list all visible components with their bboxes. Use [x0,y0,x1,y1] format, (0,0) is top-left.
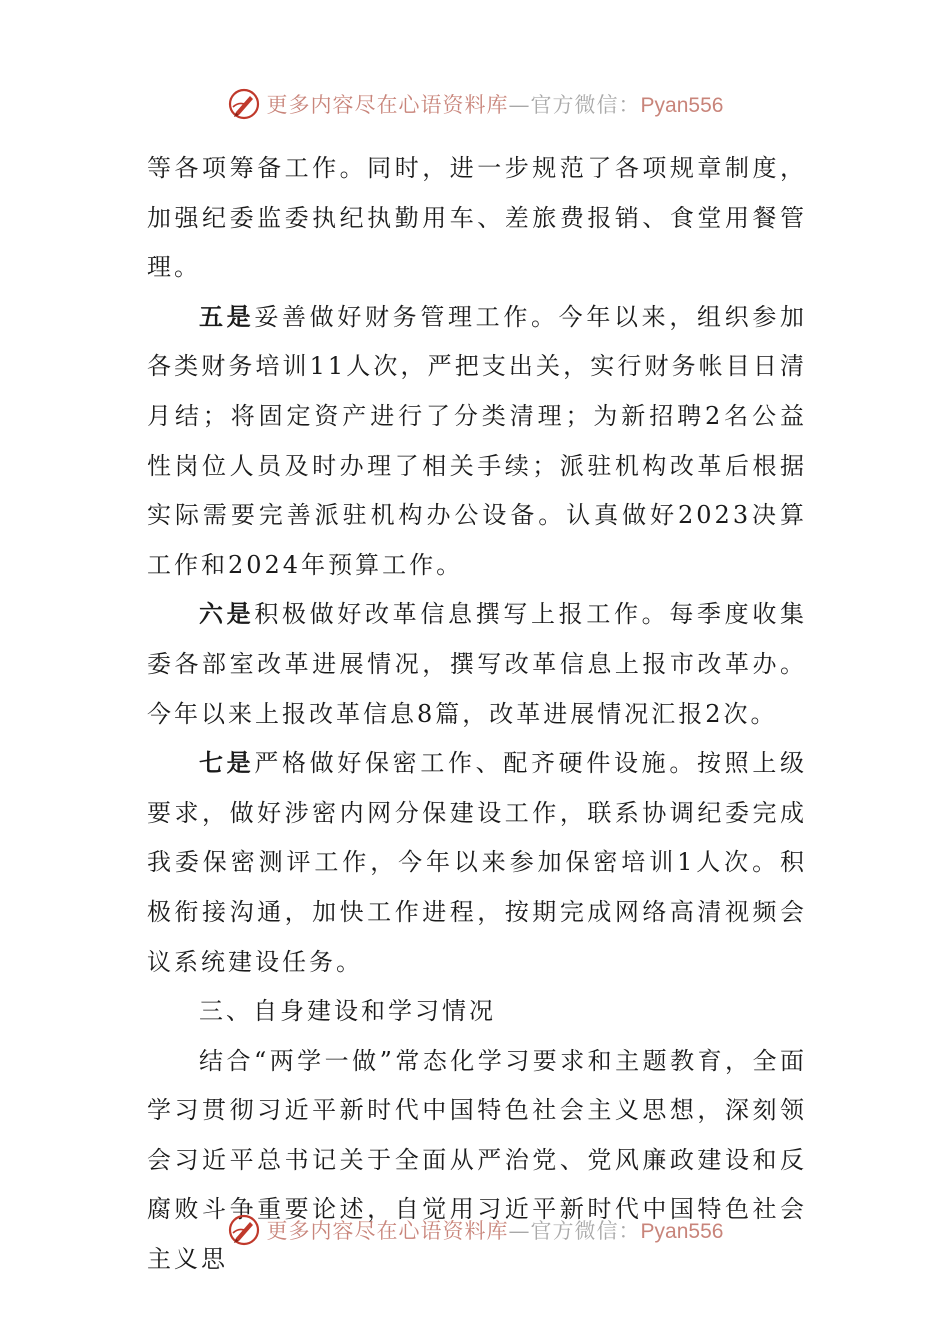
paragraph-text: 妥善做好财务管理工作。今年以来，组织参加各类财务培训11人次，严把支出关，实行财务帐目日清月结；将固定资产进行了分类清理；为新招聘2名公益性岗位人员及时办理了相关手续；派驻机构改革后根据实际需要完善派驻机构办公设备。认真做好2023决算工作和2024年预算工作。 [147,302,808,579]
paragraph-text: 严格做好保密工作、配齐硬件设施。按照上级要求，做好涉密内网分保建设工作，联系协调纪委完成我委保密测评工作，今年以来参加保密培训1人次。积极衔接沟通，加快工作进程，按期完成网络高清视频会议系统建设任务。 [147,749,808,976]
watermark-id: Pyan556 [640,1220,724,1243]
paragraph-text: 结合“两学一做”常态化学习要求和主题教育，全面学习贯彻习近平新时代中国特色社会主义思想，深刻领会习近平总书记关于全面从严治党、党风廉政建设和反腐败斗争重要论述，自觉用习近平新时代中国特色社会主义思 [147,1046,807,1274]
watermark-main: 更多内容尽在心语资料库 [266,93,509,117]
watermark-id: Pyan556 [640,94,724,117]
section-heading [147,987,807,1037]
paragraph-item-five [147,293,807,591]
watermark-sub: —官方微信： [508,1219,641,1243]
watermark-main: 更多内容尽在心语资料库 [266,1219,509,1243]
paragraph-text: 积极做好改革信息撰写上报工作。每季度收集委各部室改革进展情况，撰写改革信息上报市改革办。今年以来上报改革信息8篇，改革进展情况汇报2次。 [147,600,808,728]
section-heading-text: 三、自身建设和学习情况 [199,997,496,1026]
document-body [147,144,807,1285]
watermark-text [267,89,724,119]
paragraph-lead: 七是 [199,749,255,778]
paragraph-continuation [147,144,807,293]
paragraph-text: 等各项筹备工作。同时，进一步规范了各项规章制度，加强纪委监委执纪执勤用车、差旅费报销、食堂用餐管理。 [147,154,807,282]
pen-logo-icon [227,87,261,121]
paragraph-lead: 六是 [199,600,255,629]
watermark-text [267,1215,724,1245]
pen-logo-icon [227,1213,261,1247]
watermark-header [0,84,950,124]
watermark-sub: —官方微信： [508,93,641,117]
watermark-footer [0,1210,950,1250]
paragraph-item-six [147,590,807,739]
paragraph-lead: 五是 [199,302,255,331]
paragraph-item-seven [147,739,807,987]
